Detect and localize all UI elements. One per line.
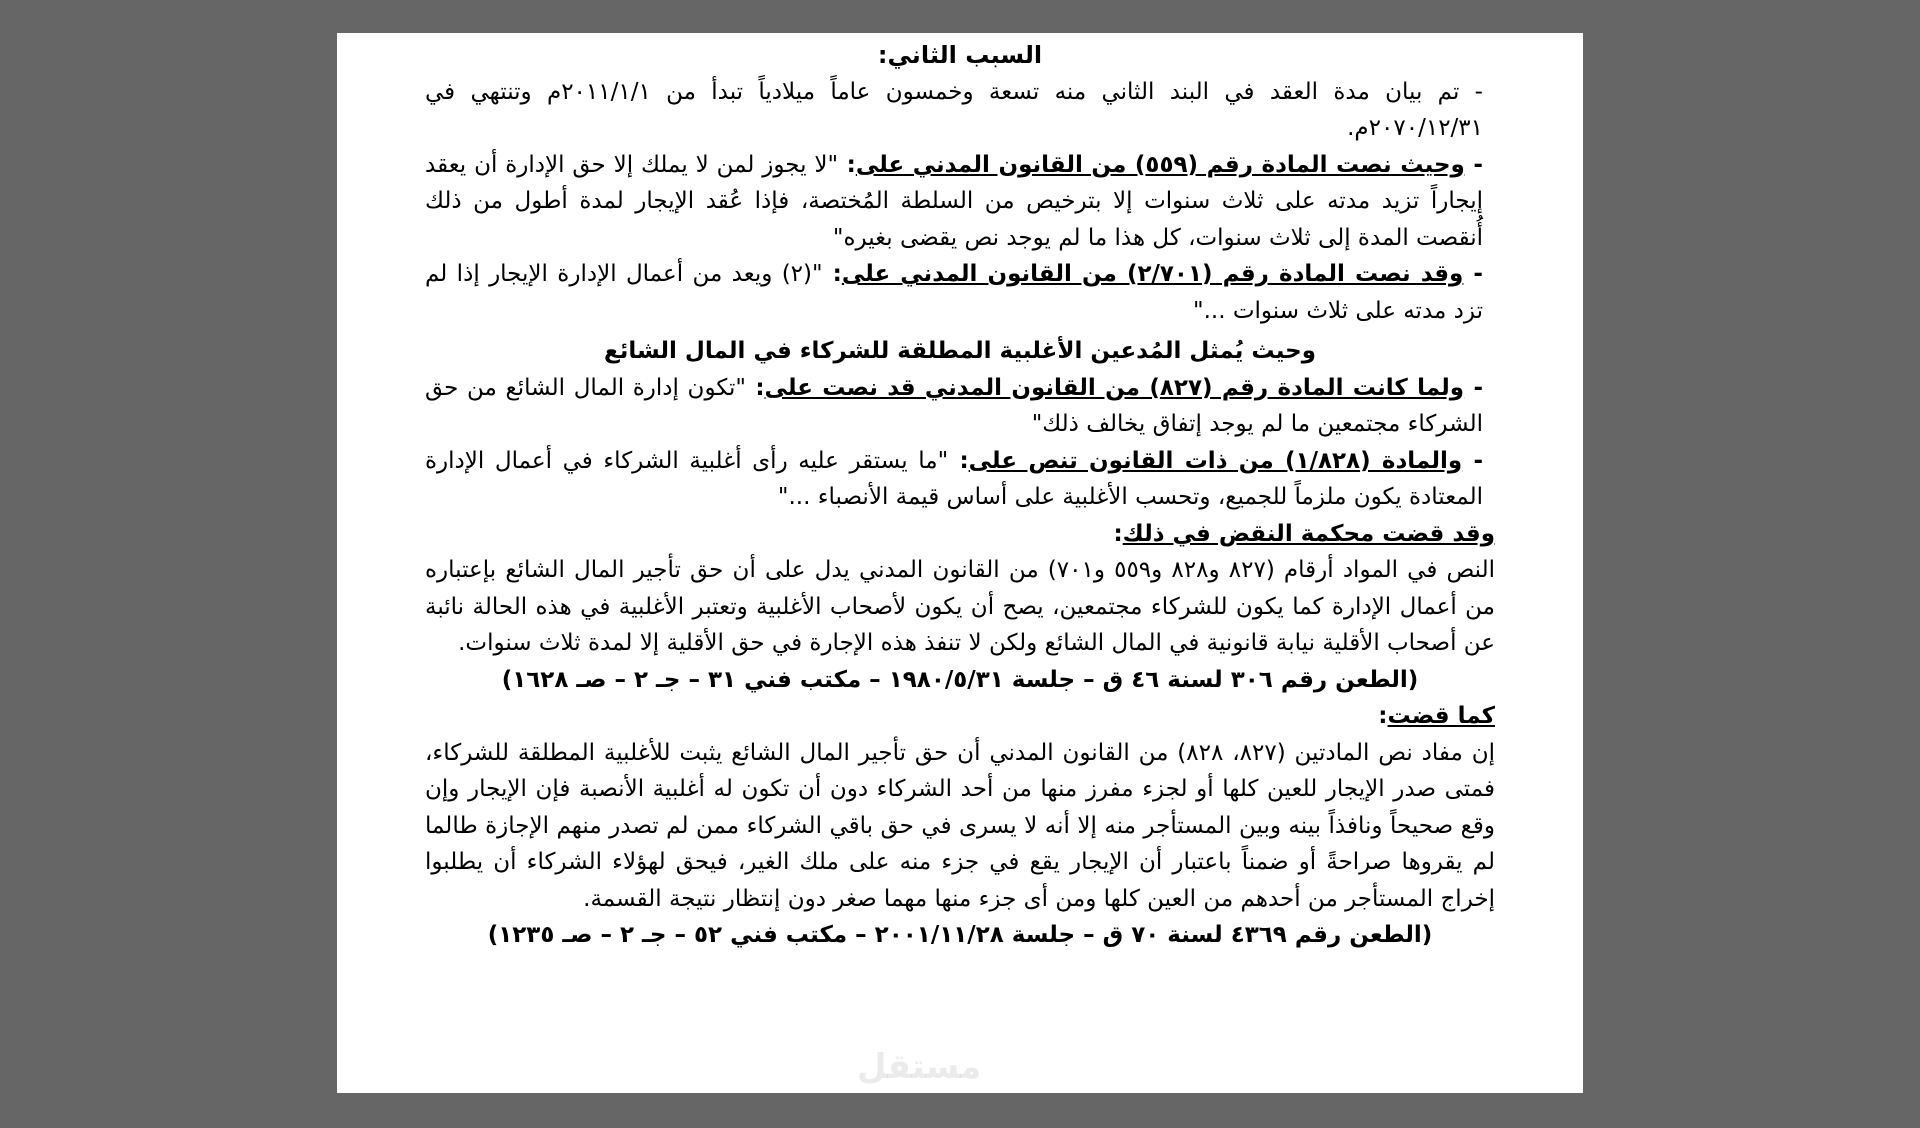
document-body	[425, 37, 1495, 954]
paragraph-article-701	[425, 256, 1495, 329]
ruling-heading-text: كما قضت	[1387, 703, 1495, 729]
citation-1: (الطعن رقم ٣٠٦ لسنة ٤٦ ق – جلسة ١٩٨٠/٥/٣١ – مكتب فني ٣١ – جـ ٢ – صـ ١٦٢٨)	[501, 666, 1419, 693]
ruling-heading-text: وقد قضت محكمة النقض في ذلك	[1122, 520, 1495, 547]
article-quote: "تكون إدارة المال الشائع من حق الشركاء مجتمعين ما لم يوجد إتفاق يخالف ذلك"	[425, 374, 1483, 437]
article-quote: "لا يجوز لمن لا يملك إلا حق الإدارة أن يعقد إيجاراً تزيد مدته على ثلاث سنوات إلا بترخيص من السلطة المُختصة، فإذا عُقد الإيجار لمدة أطول من ذلك أُنقصت المدة إلى ثلاث سنوات، كل هذا ما لم يوجد نص يقضى بغيره"	[425, 151, 1483, 251]
heading-colon: :	[1378, 703, 1388, 729]
article-heading: وقد نصت المادة رقم (٢/٧٠١) من القانون المدني على	[841, 261, 1464, 287]
bullet-dash: -	[1459, 78, 1483, 105]
heading-colon: :	[948, 447, 969, 474]
heading-colon: :	[822, 261, 842, 287]
article-heading: والمادة (١/٨٢٨) من ذات القانون تنص على	[968, 447, 1463, 474]
article-heading: ولما كانت المادة رقم (٨٢٧) من القانون المدني قد نصت على	[764, 374, 1465, 401]
bullet-dash: -	[1464, 151, 1483, 178]
article-quote: "(٢) ويعد من أعمال الإدارة الإيجار إذا لم تزد مدته على ثلاث سنوات ..."	[425, 261, 1483, 324]
heading-colon: :	[1113, 520, 1123, 547]
ruling-1-heading	[425, 516, 1495, 553]
paragraph-text: تم بيان مدة العقد في البند الثاني منه تسعة وخمسون عاماً ميلادياً تبدأ من ٢٠١١/١/١م وتنتهي في ٢٠٧٠/١٢/٣١م.	[425, 78, 1483, 141]
ruling-2-text: إن مفاد نص المادتين (٨٢٧، ٨٢٨) من القانون المدني أن حق تأجير المال الشائع يثبت للأغلبية المطلقة للشركاء، فمتى صدر الإيجار للعين كلها أو لجزء مفرز منها من أحد الشركاء دون أن تكون له أغلبية الأنصبة فإن الإيجار وإن وقع صحيحاً ونافذاً بينه وبين المستأجر منه إلا أنه لا يسرى في حق باقي الشركاء ممن لم تصدر منهم الإجازة طالما لم يقروها صراحةً أو ضمناً باعتبار أن الإيجار يقع في جزء منه على ملك الغير، فيحق لهؤلاء الشركاء أن يطلبوا إخراج المستأجر من أحدهم من العين كلها ومن أى جزء منها مهما صغر دون إنتظار نتيجة القسمة.	[425, 739, 1495, 912]
bullet-dash: -	[1462, 447, 1483, 474]
paragraph-article-827	[425, 370, 1495, 443]
ruling-2-heading	[425, 698, 1495, 735]
watermark-logo: مستقل	[857, 1047, 982, 1087]
bullet-dash: -	[1463, 261, 1483, 287]
paragraph-contract-duration	[425, 74, 1495, 147]
section-title: السبب الثاني:	[877, 41, 1043, 69]
paragraph-article-559	[425, 147, 1495, 257]
article-heading: وحيث نصت المادة رقم (٥٥٩) من القانون المدني على	[855, 151, 1465, 178]
document-page	[337, 33, 1583, 1093]
ruling-1-text: النص في المواد أرقام (٨٢٧ و٨٢٨ و٥٥٩ و٧٠١) من القانون المدني يدل على أن حق تأجير المال الشائع بإعتباره من أعمال الإدارة كما يكون للشركاء مجتمعين، يصح أن يكون لأصحاب الأغلبية وتعتبر الأغلبية في هذه الحالة نائبة عن أصحاب الأقلية نيابة قانونية في المال الشائع ولكن لا تنفذ هذه الإجارة في حق الأقلية إلا لمدة ثلاث سنوات.	[425, 557, 1496, 656]
heading-colon: :	[838, 151, 856, 178]
subheading: وحيث يُمثل المُدعين الأغلبية المطلقة للشركاء في المال الشائع	[603, 338, 1316, 364]
bullet-dash: -	[1464, 374, 1483, 401]
citation-2: (الطعن رقم ٤٣٦٩ لسنة ٧٠ ق – جلسة ٢٠٠١/١١/٢٨ – مكتب فني ٥٢ – جـ ٢ – صـ ١٢٣٥)	[487, 922, 1433, 948]
paragraph-article-828	[425, 443, 1495, 516]
heading-colon: :	[746, 374, 765, 401]
article-quote: "ما يستقر عليه رأى أغلبية الشركاء في أعمال الإدارة المعتادة يكون ملزماً للجميع، وتحسب الأغلبية على أساس قيمة الأنصباء ..."	[425, 447, 1483, 510]
